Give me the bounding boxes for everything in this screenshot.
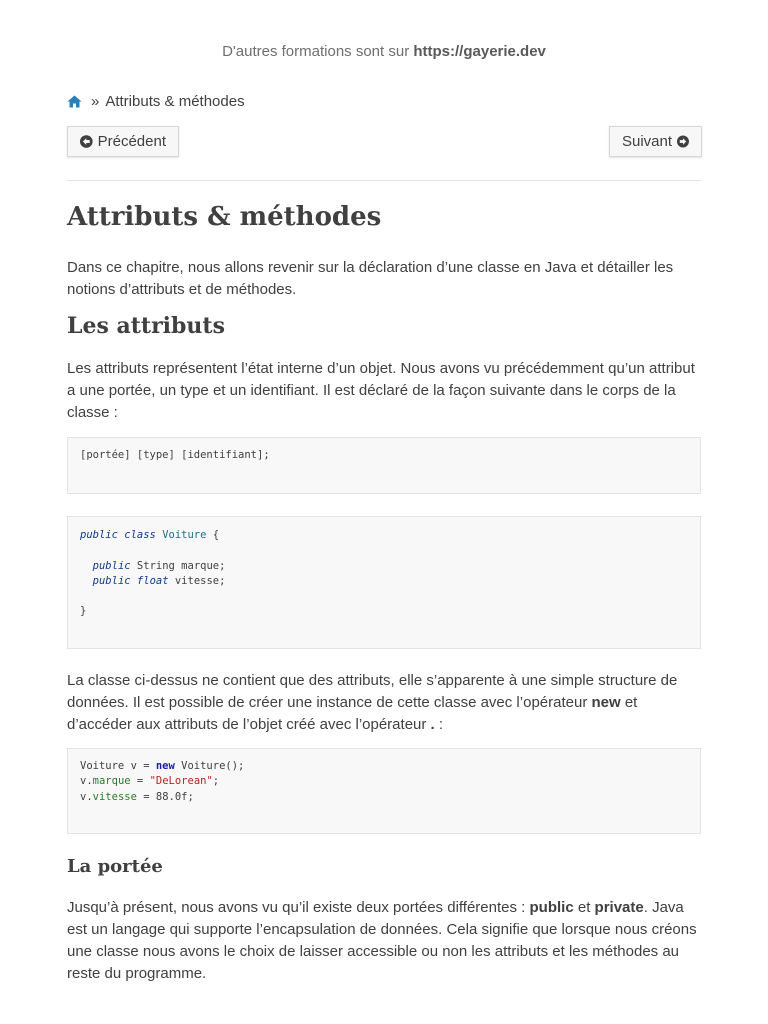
code-line: [portée] [type] [identifiant];	[80, 449, 270, 461]
previous-button[interactable]	[67, 126, 179, 157]
divider	[67, 180, 701, 181]
breadcrumb	[67, 93, 245, 110]
top-note-text: D'autres formations sont sur	[222, 43, 414, 60]
code-line: v.marque = "DeLorean";	[80, 775, 220, 788]
attributs-paragraph: Les attributs représentent l’état interne d’un objet. Nous avons vu précédemment qu’un attribut a une portée, un type et un identifiant. Il est déclaré de la façon suivante dans le corps de la classe :	[67, 360, 695, 421]
home-icon[interactable]	[67, 95, 82, 108]
code-block-class	[67, 516, 701, 649]
code-line: public float vitesse;	[92, 574, 226, 587]
top-note-link[interactable]: https://gayerie.dev	[413, 43, 546, 60]
code-line: v.vitesse = 88.0f;	[80, 790, 194, 803]
arrow-left-circle-icon	[80, 135, 93, 148]
code-block-usage	[67, 748, 701, 834]
code-line-blank	[80, 589, 688, 604]
breadcrumb-current: Attributs & méthodes	[105, 93, 245, 110]
instance-paragraph: La classe ci-dessus ne contient que des attributs, elle s’apparente à une simple structure de données. Il est possible de créer une instance de cette classe avec l’opérateur new et d’accéder aux attributs de l’objet créé avec l’opérateur . :	[67, 672, 678, 733]
code-line: public String marque;	[92, 559, 226, 572]
code-block-syntax	[67, 437, 701, 494]
portee-paragraph: Jusqu’à présent, nous avons vu qu’il existe deux portées différentes : public et private. Java est un langage qui supporte l’encapsulation de données. Cela signifie que lorsque nous créons une classe nous avons le choix de laisser accessible ou non les attributs et les méthodes au reste du programme.	[67, 899, 697, 982]
code-line-blank	[80, 543, 688, 558]
code-line: }	[80, 605, 87, 618]
breadcrumb-separator: »	[91, 93, 100, 110]
previous-label: Précédent	[97, 133, 166, 150]
section-heading-attributs: Les attributs	[67, 313, 225, 339]
code-line: public class Voiture {	[80, 529, 220, 541]
next-label: Suivant	[622, 133, 673, 150]
arrow-right-circle-icon	[677, 135, 689, 148]
code-line: Voiture v = new Voiture();	[80, 760, 245, 772]
page-title: Attributs & méthodes	[67, 202, 382, 232]
next-button[interactable]	[609, 126, 702, 157]
top-note	[0, 43, 768, 60]
section-heading-portee: La portée	[67, 856, 163, 877]
intro-paragraph: Dans ce chapitre, nous allons revenir sur la déclaration d’une classe en Java et détailler les notions d’attributs et de méthodes.	[67, 259, 674, 298]
